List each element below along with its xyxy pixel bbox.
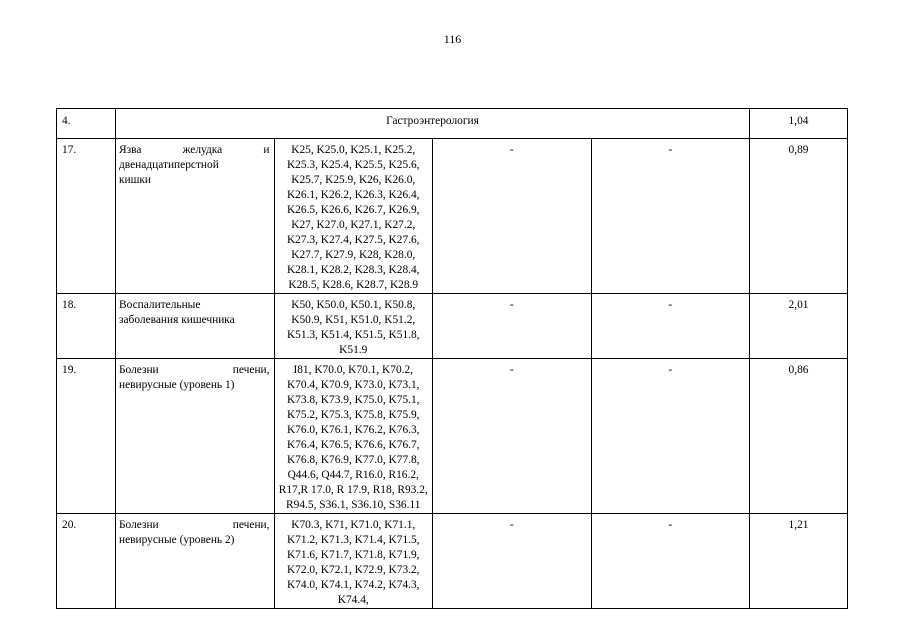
row-name-word: Язва	[119, 144, 142, 156]
page-number: 116	[443, 32, 462, 46]
section-coefficient: 1,04	[750, 109, 848, 139]
table-row	[57, 139, 848, 294]
row-name-line: невирусные (уровень 1)	[119, 379, 235, 391]
row-value-dash: -	[591, 294, 750, 359]
row-value-dash: -	[433, 139, 592, 294]
row-codes	[274, 514, 433, 609]
section-number: 4.	[57, 109, 116, 139]
row-value-dash: -	[591, 139, 750, 294]
row-coefficient: 0,89	[750, 139, 848, 294]
row-codes-text: K25, K25.0, K25.1, K25.2, K25.3, K25.4, K25.5, K25.6, K25.7, K25.9, K26, K26.0, K26.1, K26.2, K26.3, K26.4, K26.5, K26.6, K26.7, K26.9, K27, K27.0, K27.1, K27.2, K27.3, K27.4, K27.5, K27.6, K27.7, K27.9, K28, K28.0, K28.1, K28.2, K28.3, K28.4, K28.5, K28.6, K28.7, K28.9	[286, 144, 420, 291]
row-value-dash: -	[433, 294, 592, 359]
row-number: 19.	[57, 359, 116, 514]
row-name	[116, 359, 275, 514]
row-value-dash: -	[591, 514, 750, 609]
row-name-line: двенадцатиперстной	[119, 159, 219, 171]
row-number: 18.	[57, 294, 116, 359]
row-name	[116, 294, 275, 359]
row-coefficient: 2,01	[750, 294, 848, 359]
table-row	[57, 514, 848, 609]
row-name-line: Воспалительные	[119, 299, 201, 311]
row-value-dash: -	[591, 359, 750, 514]
row-value-dash: -	[433, 359, 592, 514]
row-name-line: заболевания кишечника	[119, 314, 235, 326]
row-coefficient: 1,21	[750, 514, 848, 609]
row-name-line: кишки	[119, 174, 152, 186]
row-value-dash: -	[433, 514, 592, 609]
row-name	[116, 514, 275, 609]
row-name-line: невирусные (уровень 2)	[119, 534, 235, 546]
tariff-table	[56, 108, 848, 609]
row-name-word: Болезни	[119, 519, 159, 531]
row-name-word: печени,	[232, 364, 270, 376]
row-name-word: Болезни	[119, 364, 159, 376]
row-codes	[274, 139, 433, 294]
section-title: Гастроэнтерология	[116, 109, 750, 139]
row-number: 20.	[57, 514, 116, 609]
section-row	[57, 109, 848, 139]
table-row	[57, 294, 848, 359]
row-codes	[274, 294, 433, 359]
row-number: 17.	[57, 139, 116, 294]
row-coefficient: 0,86	[750, 359, 848, 514]
row-name-word: желудка	[182, 144, 223, 156]
row-codes-text: I81, K70.0, K70.1, K70.2, K70.4, K70.9, K73.0, K73.1, K73.8, K73.9, K75.0, K75.1, K75.2, K75.3, K75.8, K75.9, K76.0, K76.1, K76.2, K76.3, K76.4, K76.5, K76.6, K76.7, K76.8, K76.9, K77.0, K77.8, Q44.6, Q44.7, R16.0, R16.2, R17,R 17.0, R 17.9, R18, R93.2, R94.5, S36.1, S36.10, S36.11	[278, 364, 428, 511]
table-row	[57, 359, 848, 514]
row-codes-text: K50, K50.0, K50.1, K50.8, K50.9, K51, K51.0, K51.2, K51.3, K51.4, K51.5, K51.8, K51.9	[286, 299, 420, 356]
row-codes-text: K70.3, K71, K71.0, K71.1, K71.2, K71.3, K71.4, K71.5, K71.6, K71.7, K71.8, K71.9, K72.0, K72.1, K72.9, K73.2, K74.0, K74.1, K74.2, K74.3, K74.4,	[286, 519, 420, 606]
row-name-word: и	[263, 144, 270, 156]
row-codes	[274, 359, 433, 514]
row-name	[116, 139, 275, 294]
row-name-word: печени,	[232, 519, 270, 531]
